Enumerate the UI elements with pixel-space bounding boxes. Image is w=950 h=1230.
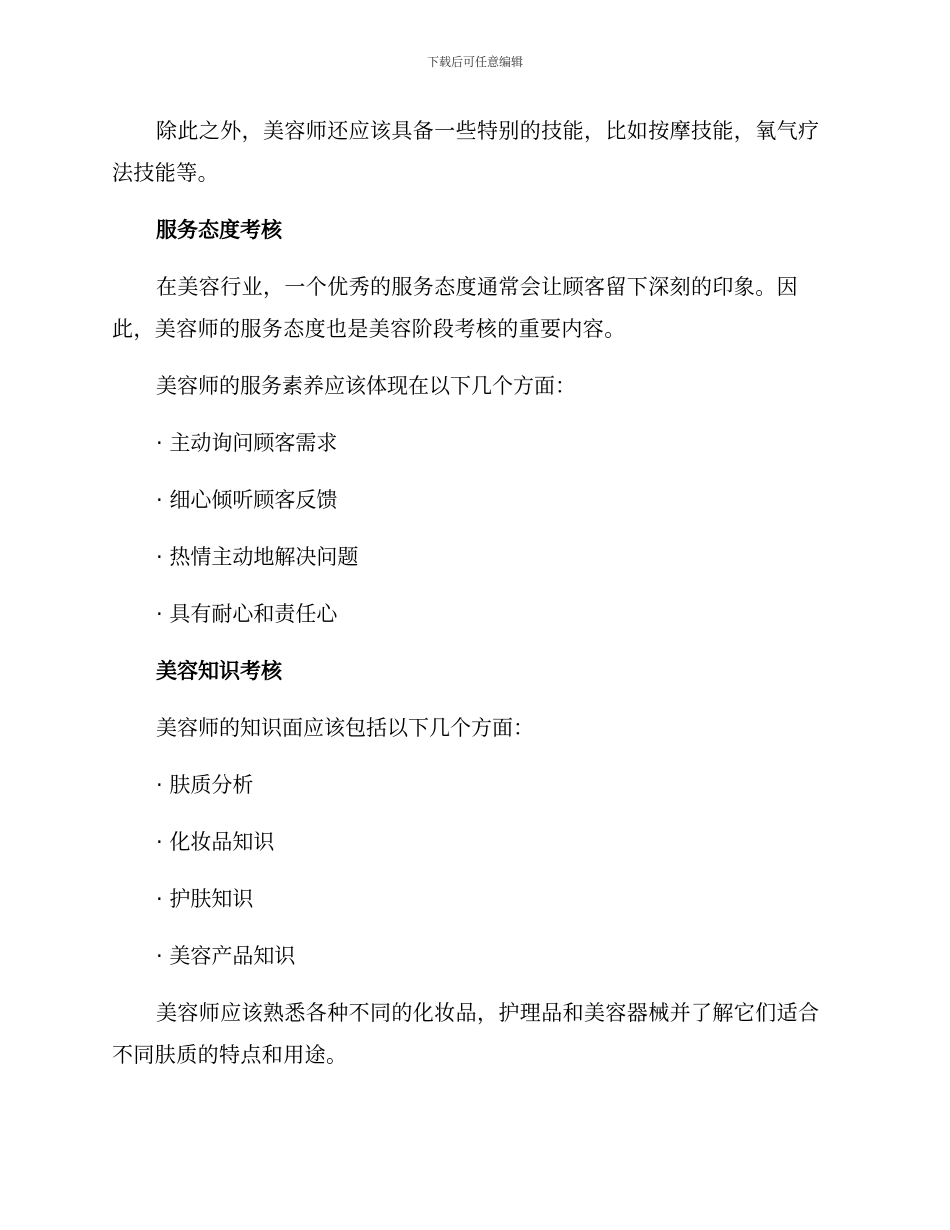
list-item: · 主动询问顾客需求 — [156, 431, 338, 455]
list-item: · 化妆品知识 — [156, 830, 275, 854]
list-item: · 具有耐心和责任心 — [156, 602, 338, 626]
closing-paragraph: 美容师应该熟悉各种不同的化妆品，护理品和美容器械并了解它们适合不同肤质的特点和用途。 — [112, 1001, 820, 1067]
service-paragraph: 在美容行业，一个优秀的服务态度通常会让顾客留下深刻的印象。因此，美容师的服务态度也是美容阶段考核的重要内容。 — [112, 275, 798, 341]
section-heading-service: 服务态度考核 — [156, 218, 282, 242]
document-body — [112, 110, 832, 1076]
list-item: · 肤质分析 — [156, 773, 254, 797]
list-item: · 护肤知识 — [156, 887, 254, 911]
list-item: · 热情主动地解决问题 — [156, 545, 359, 569]
header-note: 下载后可任意编辑 — [426, 55, 523, 69]
list-item: · 细心倾听顾客反馈 — [156, 488, 338, 512]
section-heading-knowledge: 美容知识考核 — [156, 659, 282, 683]
intro-paragraph: 除此之外，美容师还应该具备一些特别的技能，比如按摩技能，氧气疗法技能等。 — [112, 119, 820, 185]
service-list-intro: 美容师的服务素养应该体现在以下几个方面： — [156, 374, 576, 398]
list-item: · 美容产品知识 — [156, 944, 296, 968]
knowledge-list-intro: 美容师的知识面应该包括以下几个方面： — [156, 716, 534, 740]
